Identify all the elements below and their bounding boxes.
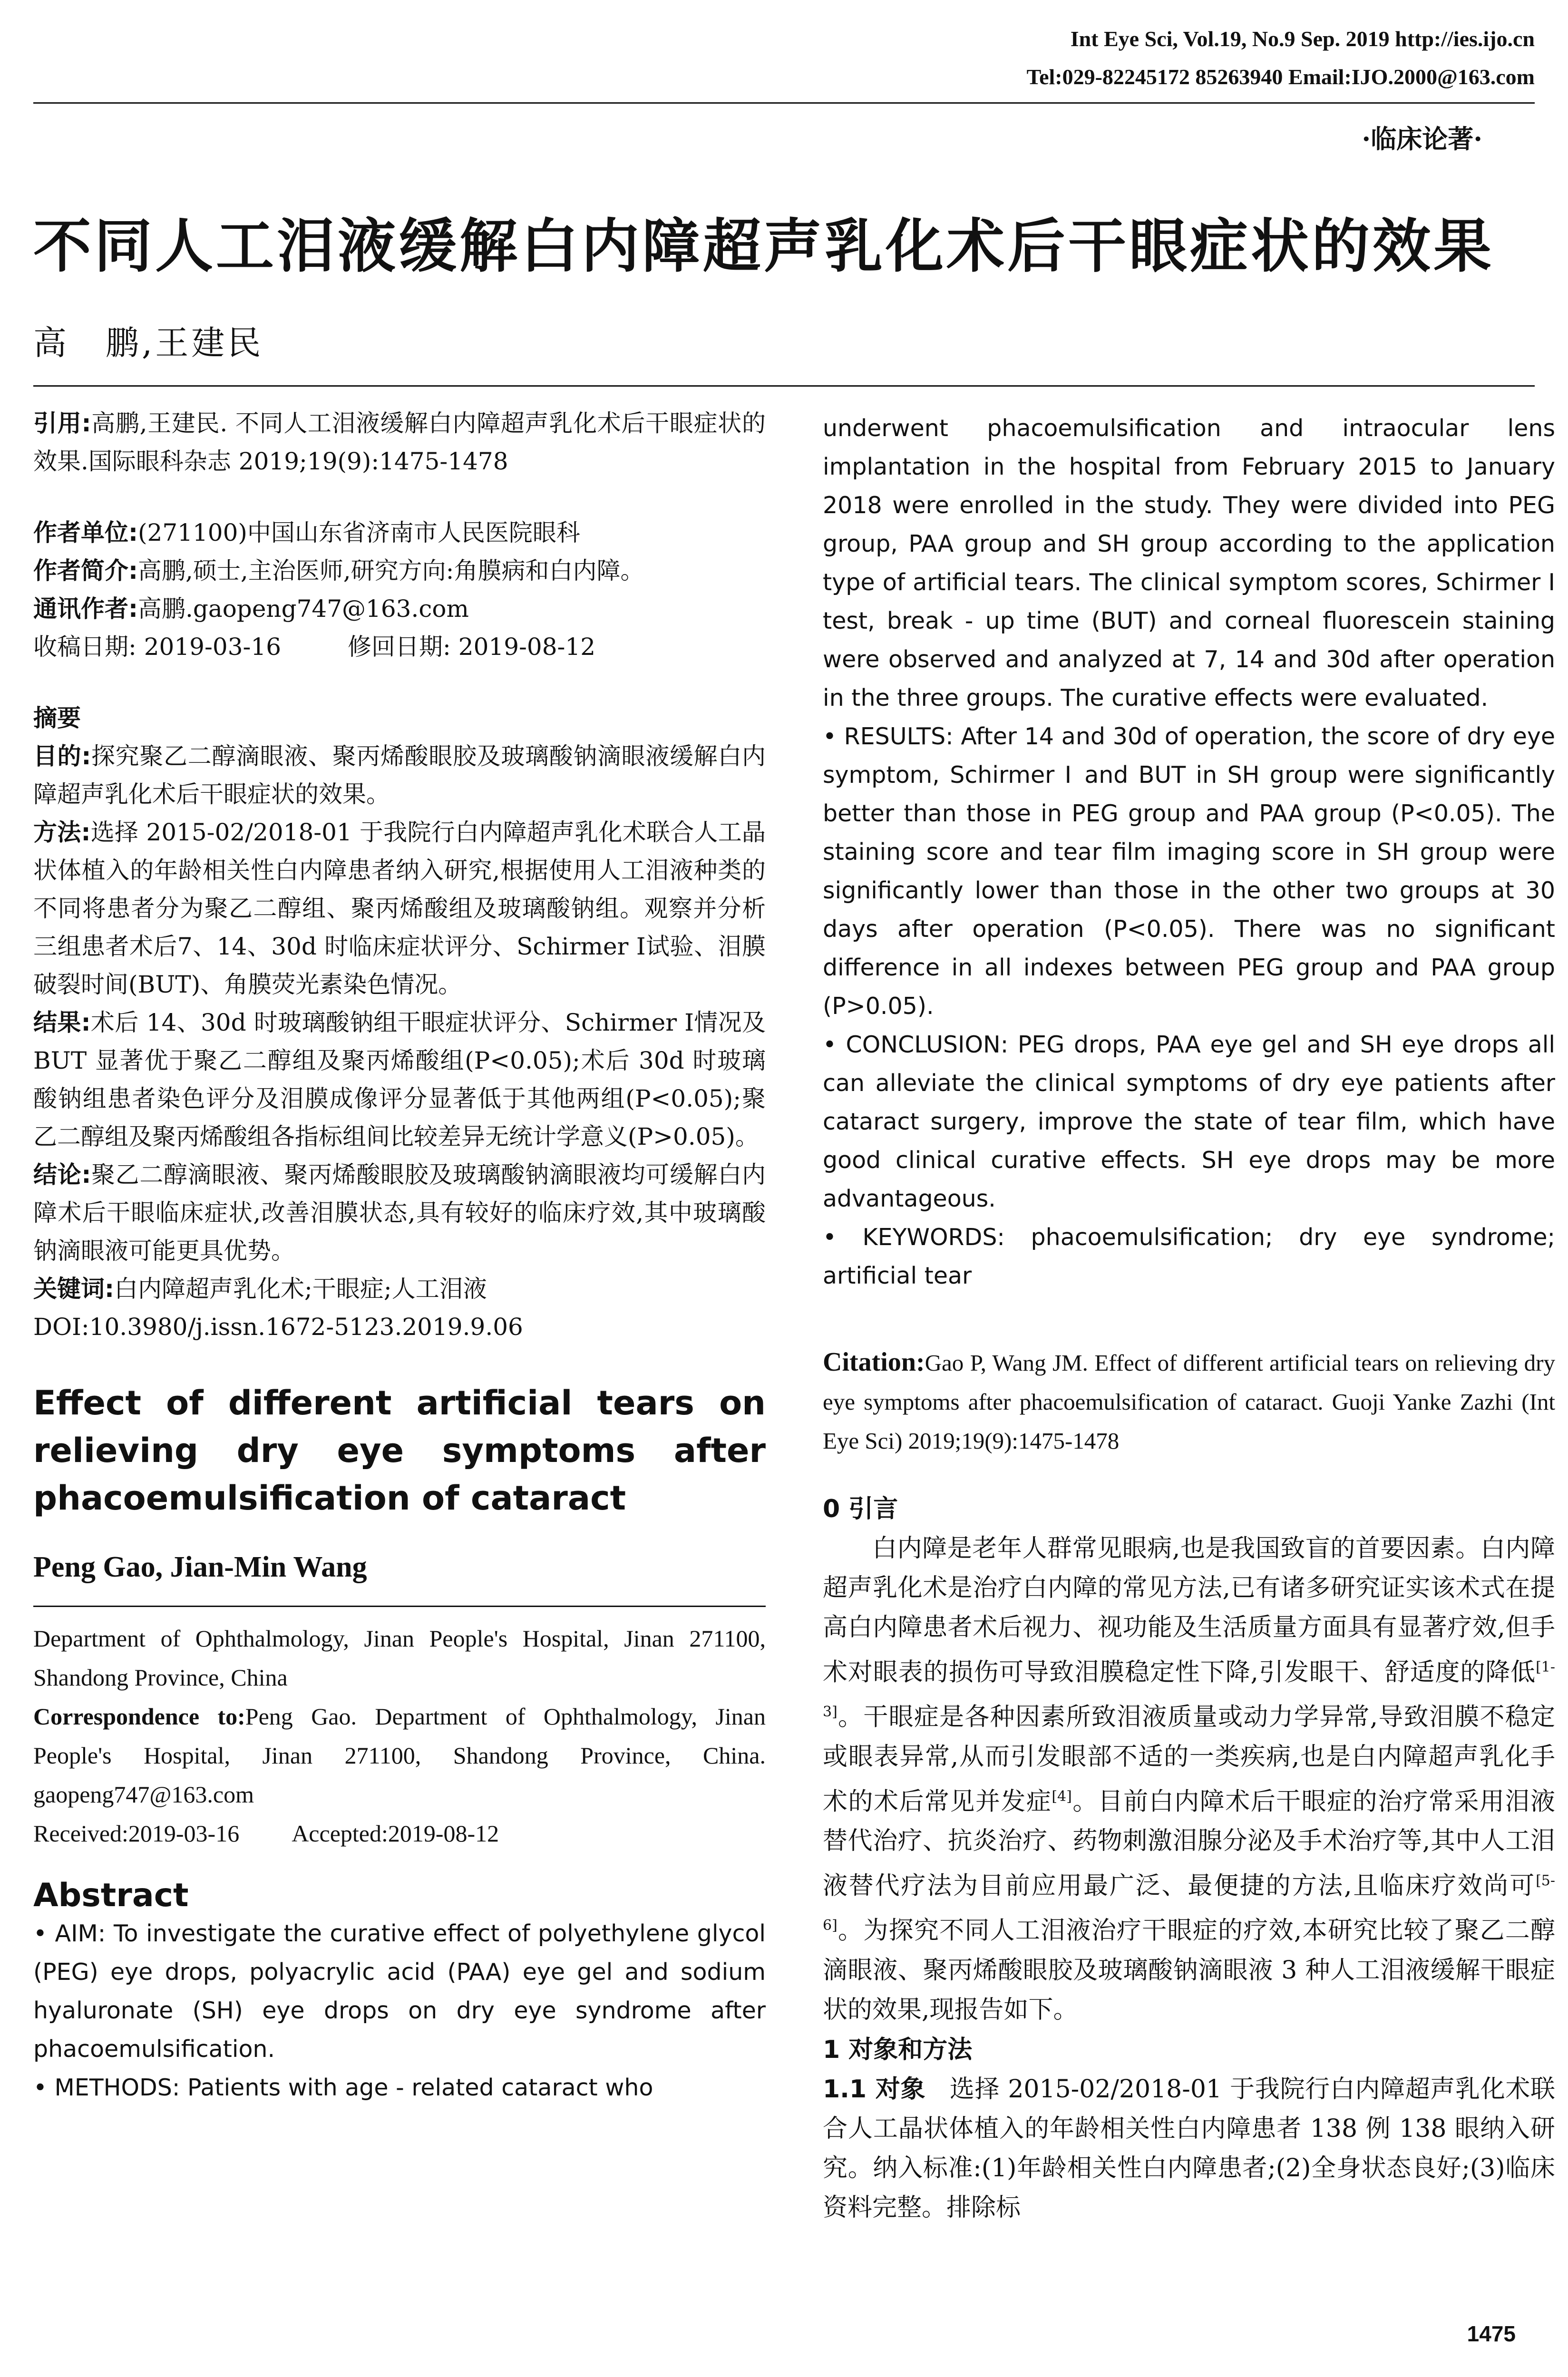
english-title: Effect of different artificial tears on relieving dry eye symptoms after phacoemulsification of cataract [33, 1383, 766, 1518]
title-divider [33, 385, 1535, 387]
english-correspondence: Correspondence to:Peng Gao. Department of Ophthalmology, Jinan People's Hospital, Jinan 271100, Shandong Province, China. gaopeng747@163.com [33, 1703, 766, 1808]
results-zh: 结果:术后 14、30d 时玻璃酸钠组干眼症状评分、Schirmer Ⅰ情况及 BUT 显著优于聚乙二醇组及聚丙烯酸组(P<0.05);术后 30d 时玻璃酸钠组患者染色评分及泪膜成像评分显著低于其他两组(P<0.05);聚乙二醇组及聚丙烯酸组各指标组间比较差异无统计学意义(P>0.05)。 [33, 1009, 766, 1150]
english-dates: Received:2019-03-16 Accepted:2019-08-12 [33, 1820, 499, 1847]
article-title: 不同人工泪液缓解白内障超声乳化术后干眼症状的效果 [33, 213, 1494, 280]
english-methods-start: • METHODS: Patients with age - related cataract who [33, 2074, 653, 2101]
english-results: • RESULTS: After 14 and 30d of operation, the score of dry eye symptom, Schirmer Ⅰ and BUT in SH group were significantly better than those in PEG group and PAA group (P<0.05). The staining score and tear film imaging score in SH group were significantly lower than those in the other two groups at 30 days after operation (P<0.05). There was no significant difference in all indexes between PEG group and PAA group (P>0.05). [823, 723, 1555, 1020]
doi: DOI:10.3980/j.issn.1672-5123.2019.9.06 [33, 1313, 523, 1341]
right-column [823, 409, 1555, 2228]
intro-paragraph: 白内障是老年人群常见眼病,也是我国致盲的首要因素。白内障超声乳化术是治疗白内障的常见方法,已有诸多研究证实该术式在提高白内障患者术后视力、视功能及生活质量方面具有显著疗效,但手术对眼表的损伤可导致泪膜稳定性下降,引发眼干、舒适度的降低[1-3]。干眼症是各种因素所致泪液质量或动力学异常,导致泪膜不稳定或眼表异常,从而引发眼部不适的一类疾病,也是白内障超声乳化手术的术后常见并发症[4]。目前白内障术后干眼症的治疗常采用泪液替代治疗、抗炎治疗、药物刺激泪腺分泌及手术治疗等,其中人工泪液替代疗法为目前应用最广泛、最便捷的方法,且临床疗效尚可[5-6]。为探究不同人工泪液治疗干眼症的疗效,本研究比较了聚乙二醇滴眼液、聚丙烯酸眼胶及玻璃酸钠滴眼液 3 种人工泪液缓解干眼症状的效果,现报告如下。 [823, 1534, 1555, 2024]
methods-zh: 方法:选择 2015-02/2018-01 于我院行白内障超声乳化术联合人工晶状体植入的年龄相关性白内障患者纳入研究,根据使用人工泪液种类的不同将患者分为聚乙二醇组、聚丙烯酸组及玻璃酸钠组。观察并分析三组患者术后7、14、30d 时临床症状评分、Schirmer Ⅰ试验、泪膜破裂时间(BUT)、角膜荧光素染色情况。 [33, 818, 766, 998]
english-abstract-heading: Abstract [33, 1877, 189, 1914]
english-aim: • AIM: To investigate the curative effect of polyethylene glycol (PEG) eye drops, polyacrylic acid (PAA) eye gel and sodium hyaluronate (SH) eye drops on dry eye syndrome after phacoemulsification. [33, 1920, 766, 2063]
methods-section-heading: 1 对象和方法 [823, 2035, 973, 2064]
conclusion-zh: 结论:聚乙二醇滴眼液、聚丙烯酸眼胶及玻璃酸钠滴眼液均可缓解白内障术后干眼临床症状,改善泪膜状态,具有较好的临床疗效,其中玻璃酸钠滴眼液可能更具优势。 [33, 1161, 766, 1265]
english-affiliation: Department of Ophthalmology, Jinan People's Hospital, Jinan 271100, Shandong Province, China [33, 1625, 766, 1691]
keywords-zh: 关键词:白内障超声乳化术;干眼症;人工泪液 [33, 1275, 487, 1303]
aim-zh: 目的:探究聚乙二醇滴眼液、聚丙烯酸眼胶及玻璃酸钠滴眼液缓解白内障超声乳化术后干眼症状的效果。 [33, 742, 766, 808]
affiliation-zh: 作者单位:(271100)中国山东省济南市人民医院眼科 [33, 519, 580, 546]
journal-header-line2: Tel:029-82245172 85263940 Email:IJO.2000@163.com [1026, 65, 1535, 89]
subjects-paragraph: 1.1 对象 选择 2015-02/2018-01 于我院行白内障超声乳化术联合人工晶状体植入的年龄相关性白内障患者 138 例 138 眼纳入研究。纳入标准:(1)年龄相关性白内障患者;(2)全身状态良好;(3)临床资料完整。排除标 [823, 2075, 1555, 2222]
left-column [33, 404, 766, 2107]
english-authors: Peng Gao, Jian-Min Wang [33, 1551, 367, 1583]
author-bio-zh: 作者简介:高鹏,硕士,主治医师,研究方向:角膜病和白内障。 [33, 557, 644, 585]
dates-zh: 收稿日期: 2019-03-16 修回日期: 2019-08-12 [33, 633, 596, 661]
english-conclusion: • CONCLUSION: PEG drops, PAA eye gel and SH eye drops all can alleviate the clinical symptoms of dry eye patients after cataract surgery, improve the state of tear film, which have good clinical curative effects. SH eye drops may be more advantageous. [823, 1031, 1555, 1212]
english-citation: Citation:Gao P, Wang JM. Effect of different artificial tears on relieving dry eye symptoms after phacoemulsification of cataract. Guoji Yanke Zazhi (Int Eye Sci) 2019;19(9):1475-1478 [823, 1347, 1555, 1454]
english-methods-continued: underwent phacoemulsification and intraocular lens implantation in the hospital from February 2015 to January 2018 were enrolled in the study. They were divided into PEG group, PAA group and SH group according to the application type of artificial tears. The clinical symptom scores, Schirmer Ⅰ test, break - up time (BUT) and corneal fluorescein staining were observed and analyzed at 7, 14 and 30d after operation in the three groups. The curative effects were evaluated. [823, 415, 1555, 711]
page-number: 1475 [1467, 2321, 1516, 2346]
journal-header-line1: Int Eye Sci, Vol.19, No.9 Sep. 2019 http://ies.ijo.cn [1070, 27, 1535, 51]
section-tag: ·临床论著· [1362, 124, 1482, 154]
header-divider [33, 102, 1535, 104]
corresponding-author-zh: 通讯作者:高鹏.gaopeng747@163.com [33, 595, 469, 623]
english-keywords: • KEYWORDS: phacoemulsification; dry eye syndrome; artificial tear [823, 1224, 1555, 1289]
article-authors: 高 鹏,王建民 [33, 323, 264, 362]
intro-heading: 0 引言 [823, 1495, 898, 1523]
abstract-label-zh: 摘要 [33, 704, 81, 732]
citation-zh: 引用:高鹏,王建民. 不同人工泪液缓解白内障超声乳化术后干眼症状的效果.国际眼科杂志 2019;19(9):1475-1478 [33, 409, 766, 475]
